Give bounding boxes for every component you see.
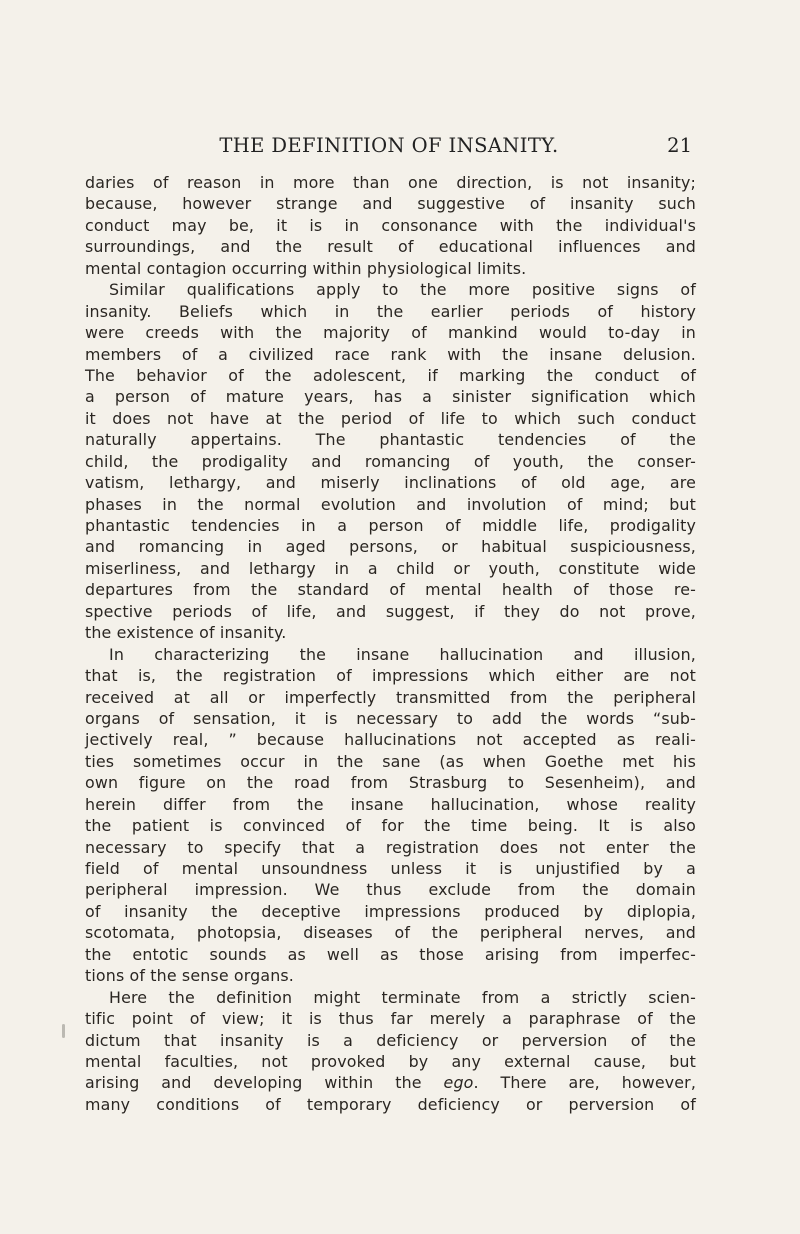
text-line: jectively real, ” because hallucinations not accepted as reali- bbox=[85, 730, 696, 750]
text-line: In characterizing the insane hallucination and illusion, bbox=[109, 644, 696, 664]
chapter-title: THE DEFINITION OF INSANITY. bbox=[219, 134, 559, 157]
text-line: phantastic tendencies in a person of middle life, prodigality bbox=[85, 516, 696, 535]
text-line: of insanity the deceptive impressions produced by diplopia, bbox=[85, 901, 696, 921]
text-line: phases in the normal evolution and involution of mind; but bbox=[85, 494, 696, 514]
text-line: the existence of insanity. bbox=[85, 623, 287, 643]
text-line: a person of mature years, has a sinister signification which bbox=[85, 387, 696, 407]
text-line: conduct may be, it is in consonance with the individual's bbox=[85, 215, 696, 235]
text-line: daries of reason in more than one direction, is not insanity; bbox=[85, 173, 696, 192]
text-line: tific point of view; it is thus far merely a paraphrase of the bbox=[85, 1009, 696, 1029]
text-line: members of a civilized race rank with the insane delusion. bbox=[85, 344, 696, 364]
paper-speck bbox=[62, 1024, 65, 1038]
page-number: 21 bbox=[667, 134, 692, 157]
text-line: miserliness, and lethargy in a child or youth, constitute wide bbox=[85, 558, 696, 578]
text-line: ties sometimes occur in the sane (as when Goethe met his bbox=[85, 751, 696, 771]
text-line: tions of the sense organs. bbox=[85, 966, 294, 986]
text-line: the entotic sounds as well as those arising from imperfec- bbox=[85, 944, 696, 964]
text-line: child, the prodigality and romancing of youth, the conser- bbox=[85, 451, 696, 471]
text-line: vatism, lethargy, and miserly inclinations of old age, are bbox=[85, 473, 696, 493]
text-line: mental faculties, not provoked by any external cause, but bbox=[85, 1051, 696, 1071]
text-line: spective periods of life, and suggest, if they do not prove, bbox=[85, 601, 696, 621]
text-line: organs of sensation, it is necessary to add the words “sub- bbox=[85, 708, 696, 728]
text-line: Similar qualifications apply to the more positive signs of bbox=[109, 280, 696, 300]
running-head bbox=[86, 134, 692, 164]
text-line: The behavior of the adolescent, if marking the conduct of bbox=[85, 365, 696, 385]
text-line: the patient is convinced of for the time being. It is also bbox=[85, 816, 696, 836]
text-line: peripheral impression. We thus exclude from the domain bbox=[85, 880, 696, 900]
text-line: mental contagion occurring within physiological limits. bbox=[85, 258, 527, 278]
text-line: naturally appertains. The phantastic tendencies of the bbox=[85, 430, 696, 450]
text-line: herein differ from the insane hallucination, whose reality bbox=[85, 794, 696, 814]
text-line: own figure on the road from Strasburg to Sesenheim), and bbox=[85, 773, 696, 793]
text-line: received at all or imperfectly transmitted from the peripheral bbox=[85, 687, 696, 707]
text-line: were creeds with the majority of mankind would to-day in bbox=[85, 323, 696, 343]
text-line: arising and developing within the ego. There are, however, bbox=[85, 1073, 697, 1093]
text-line: because, however strange and suggestive of insanity such bbox=[85, 194, 696, 214]
text-line: field of mental unsoundness unless it is unjustified by a bbox=[85, 859, 696, 878]
text-line: and romancing in aged persons, or habitual suspiciousness, bbox=[85, 537, 696, 557]
text-line: many conditions of temporary deficiency or perversion of bbox=[85, 1094, 696, 1114]
body-text bbox=[85, 172, 696, 1115]
text-line: that is, the registration of impressions which either are not bbox=[85, 666, 696, 686]
text-line: scotomata, photopsia, diseases of the peripheral nerves, and bbox=[85, 923, 696, 943]
text-line: Here the definition might terminate from a strictly scien- bbox=[109, 987, 696, 1007]
text-line: dictum that insanity is a deficiency or perversion of the bbox=[85, 1030, 696, 1050]
text-line: necessary to specify that a registration does not enter the bbox=[85, 837, 696, 857]
text-line: it does not have at the period of life to which such conduct bbox=[85, 408, 696, 428]
text-line: departures from the standard of mental health of those re- bbox=[85, 580, 696, 600]
text-line: insanity. Beliefs which in the earlier periods of history bbox=[85, 301, 696, 321]
text-line: surroundings, and the result of educational influences and bbox=[85, 237, 696, 257]
